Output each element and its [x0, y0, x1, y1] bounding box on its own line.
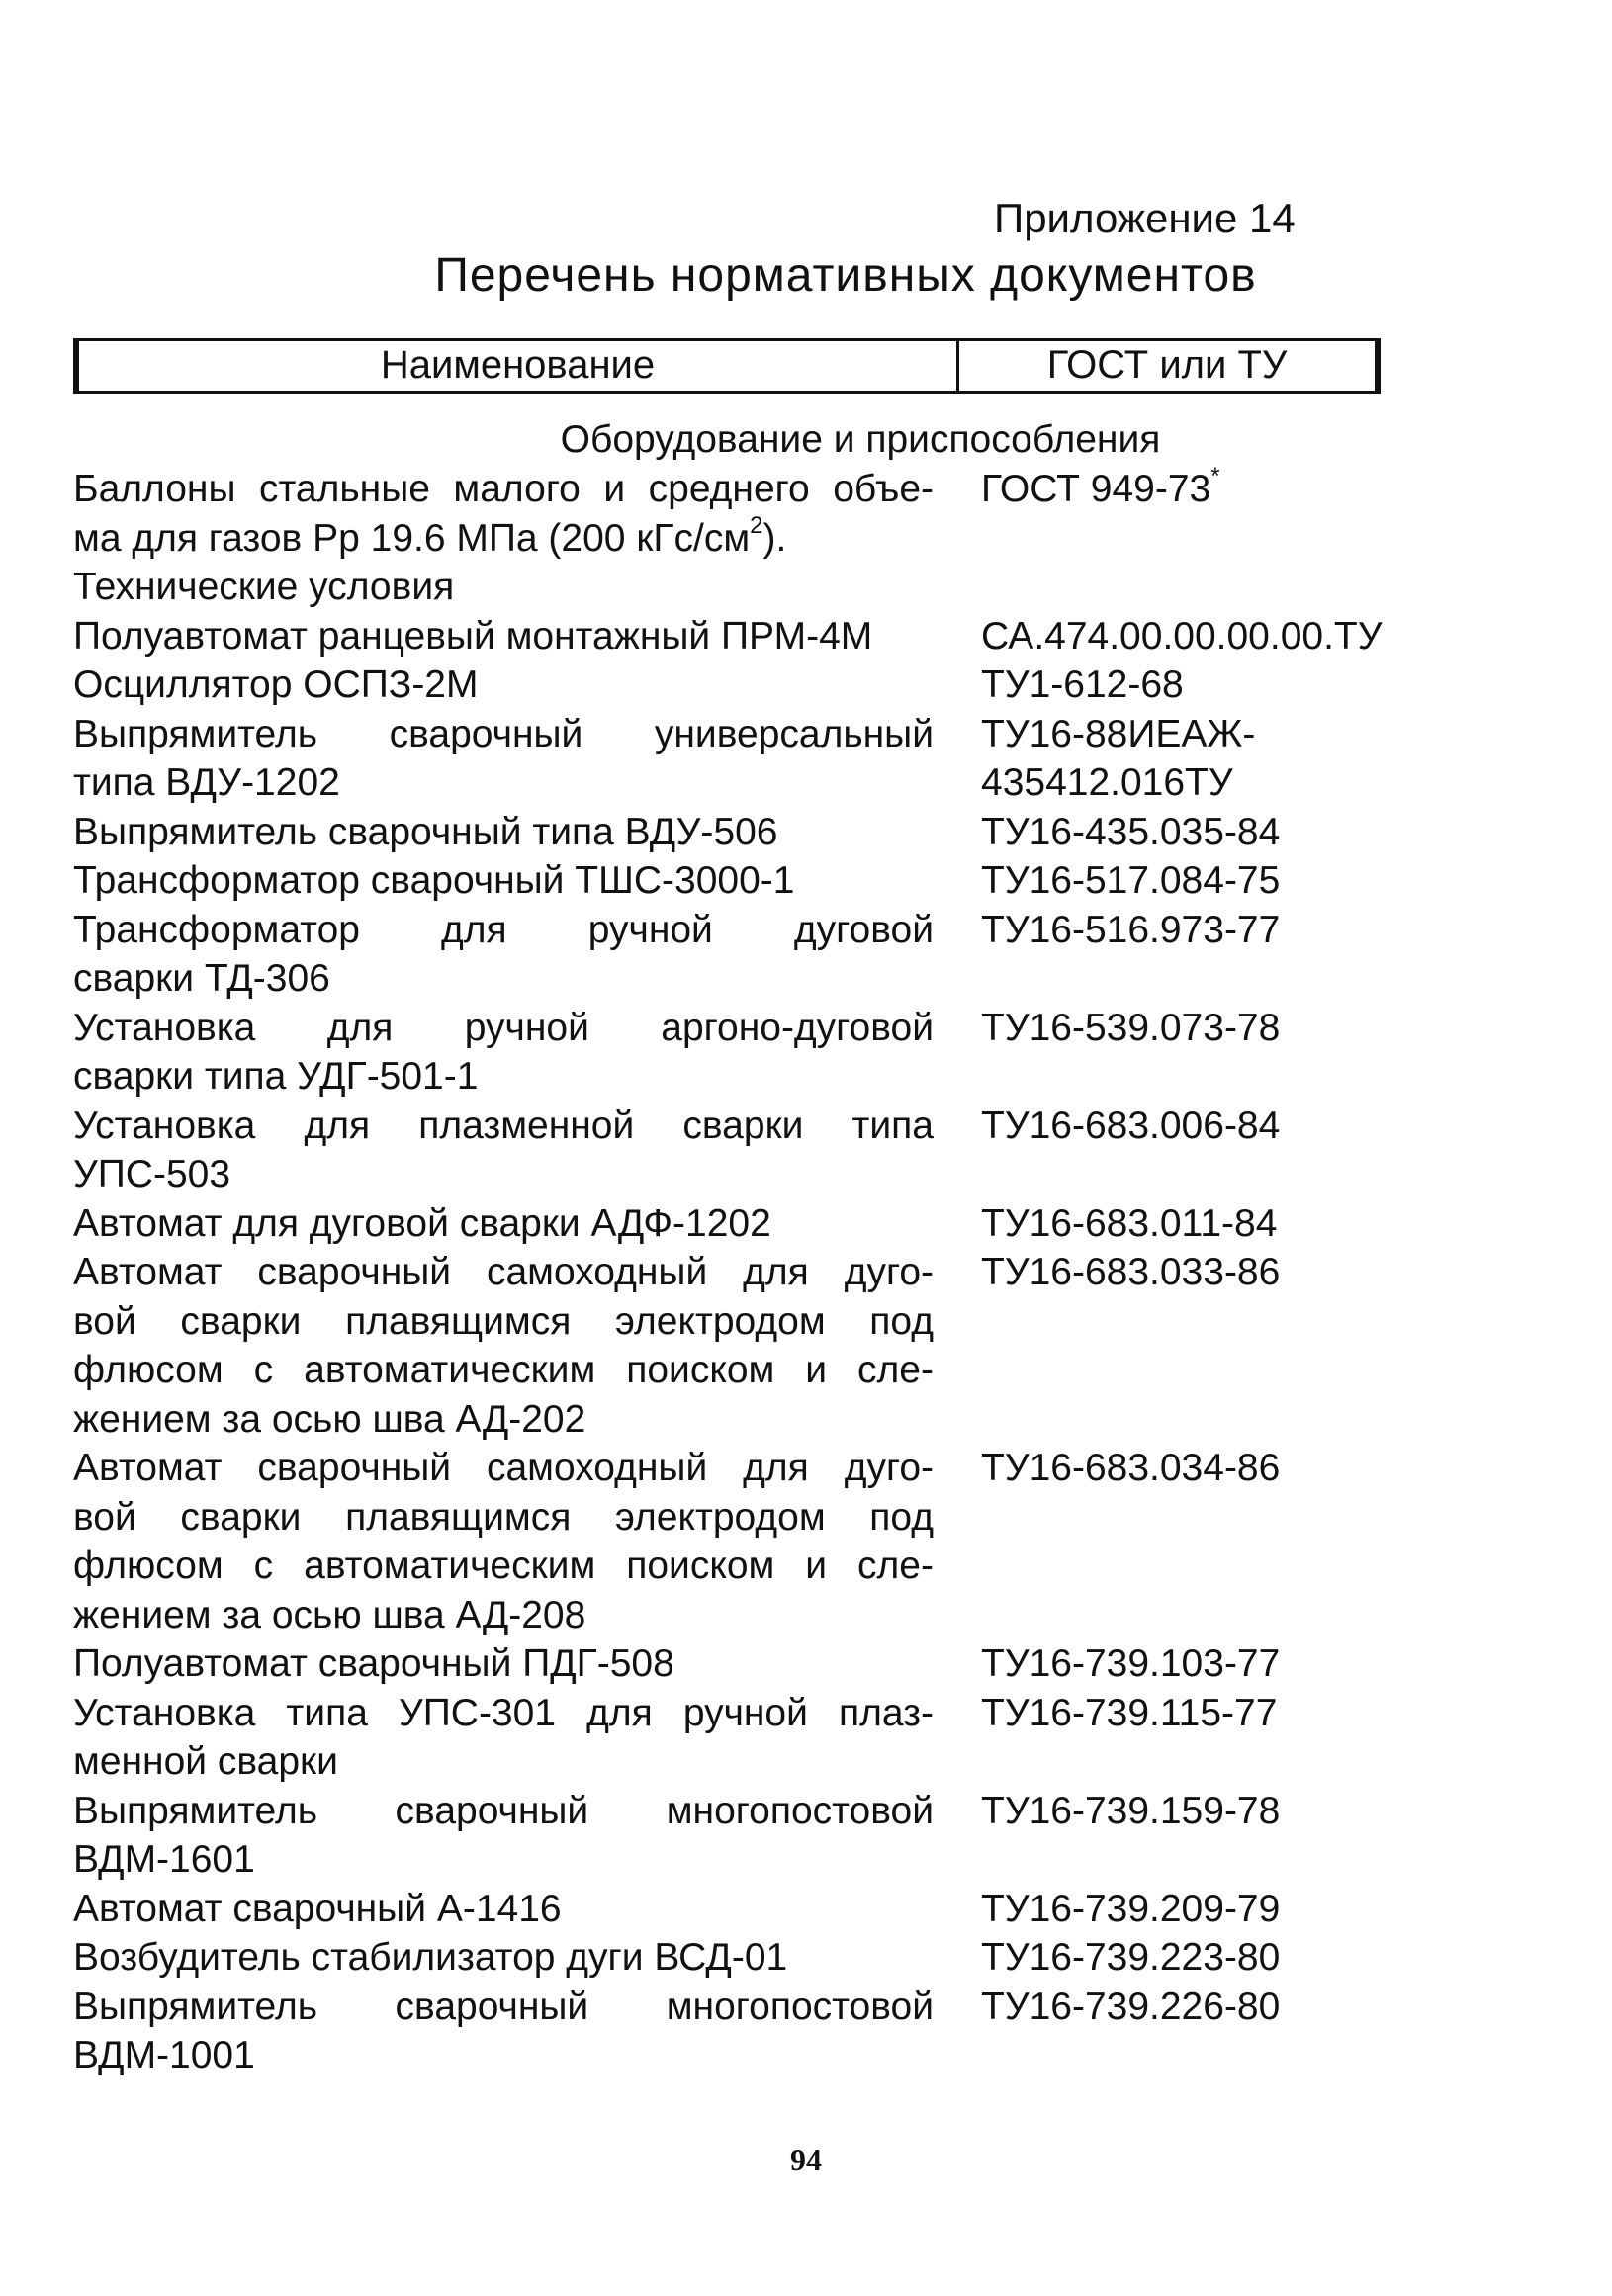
document-code-line: ТУ16-739.226-80	[981, 1985, 1281, 2028]
document-code	[981, 808, 1280, 857]
document-name	[73, 1639, 934, 1689]
superscript: *	[1210, 463, 1220, 489]
document-name-line: Трансформатор для ручной дуговой	[73, 908, 934, 951]
document-name	[73, 1444, 934, 1639]
document-name	[73, 1004, 934, 1102]
document-name-line: типа ВДУ-1202	[73, 761, 340, 804]
document-name	[73, 1689, 934, 1787]
document-code	[981, 1199, 1277, 1249]
document-name-line: флюсом с автоматическим поиском и сле-	[73, 1545, 934, 1587]
table-row	[73, 661, 1388, 710]
column-header-name: Наименование	[79, 341, 959, 391]
document-code	[981, 1444, 1280, 1639]
appendix-label: Приложение 14	[994, 195, 1296, 241]
document-code-line: ТУ16-683.033-86	[981, 1251, 1281, 1293]
table-row	[73, 808, 1388, 857]
document-name-line: менной сварки	[73, 1740, 338, 1783]
document-code-line: ТУ1-612-68	[981, 663, 1184, 706]
document-code	[981, 1885, 1280, 1934]
document-code	[981, 465, 1220, 612]
document-name-line: сварки типа УДГ-501-1	[73, 1055, 479, 1098]
document-code	[981, 612, 1383, 662]
document-name-line: Трансформатор сварочный ТШС-3000-1	[73, 859, 795, 902]
document-code-line: ТУ16-517.084-75	[981, 859, 1281, 902]
table-row	[73, 612, 1388, 662]
document-name	[73, 856, 934, 906]
page-number: 94	[790, 2142, 822, 2177]
document-code-line: ТУ16-539.073-78	[981, 1006, 1281, 1049]
table-row	[73, 465, 1388, 612]
document-code	[981, 1639, 1280, 1689]
table-row	[73, 1983, 1388, 2080]
document-name-line: жением за осью шва АД-202	[73, 1397, 586, 1441]
document-name-line: Осциллятор ОСПЗ-2М	[73, 663, 479, 706]
table-row	[73, 1885, 1388, 1934]
superscript: 2	[750, 511, 763, 539]
document-code-line: ТУ16-739.159-78	[981, 1789, 1281, 1832]
document-code-line: ТУ16-739.103-77	[981, 1642, 1281, 1685]
document-code-line: СА.474.00.00.00.00.ТУ	[981, 614, 1383, 658]
document-code-line: ТУ16-88ИЕАЖ-	[981, 712, 1256, 755]
table-header	[73, 338, 1381, 394]
document-name-line: Автомат сварочный самоходный для дуго-	[73, 1251, 934, 1293]
document-name-line: ВДМ-1601	[73, 1838, 255, 1881]
document-name	[73, 1983, 934, 2080]
document-name-line: ВДМ-1001	[73, 2034, 255, 2076]
document-code-line: ТУ16-435.035-84	[981, 810, 1281, 853]
document-name-line: флюсом с автоматическим поиском и сле-	[73, 1349, 934, 1391]
document-code-line: ТУ16-516.973-77	[981, 908, 1281, 951]
document-code	[981, 856, 1280, 906]
document-name	[73, 661, 934, 710]
document-code-line: ГОСТ 949-73*	[981, 463, 1220, 510]
document-code	[981, 1102, 1280, 1199]
document-code-line: ТУ16-739.223-80	[981, 1936, 1281, 1979]
document-code	[981, 1004, 1280, 1102]
document-name-line: ма для газов Рр 19.6 МПа (200 кГс/$см^2$).	[73, 511, 787, 560]
document-name	[73, 465, 934, 612]
table-row	[73, 1444, 1388, 1639]
document-code	[981, 1787, 1280, 1885]
document-code-line: ТУ16-683.006-84	[981, 1104, 1281, 1147]
table-row	[73, 906, 1388, 1004]
document-name-line: жением за осью шва АД-208	[73, 1593, 586, 1636]
document-code	[981, 1983, 1280, 2080]
document-code-line: 435412.016ТУ	[981, 761, 1233, 804]
document-name	[73, 906, 934, 1004]
document-name-line: вой сварки плавящимся электродом под	[73, 1495, 934, 1539]
section-heading: Оборудование и приспособления	[560, 418, 1161, 461]
document-name-line: Автомат сварочный самоходный для дуго-	[73, 1447, 934, 1489]
document-name-line: Установка для ручной аргоно-дуговой	[73, 1006, 934, 1049]
document-code	[981, 710, 1255, 808]
document-name	[73, 1885, 934, 1934]
document-code	[981, 1933, 1280, 1983]
document-code	[981, 1689, 1277, 1787]
table-row	[73, 1787, 1388, 1885]
document-name-line: вой сварки плавящимся электродом под	[73, 1299, 934, 1343]
document-name-line: Полуавтомат ранцевый монтажный ПРМ-4М	[73, 614, 873, 658]
table-row	[73, 856, 1388, 906]
document-code-line: ТУ16-739.115-77	[981, 1691, 1278, 1734]
document-name	[73, 1248, 934, 1444]
document-name-line: Полуавтомат сварочный ПДГ-508	[73, 1642, 674, 1685]
document-name-tail: ).	[762, 516, 787, 560]
table-row	[73, 710, 1388, 808]
document-name-line: Выпрямитель сварочный многопостовой	[73, 1985, 934, 2028]
document-name	[73, 612, 934, 662]
document-name-line: Возбудитель стабилизатор дуги ВСД-01	[73, 1936, 788, 1979]
document-name-line: Технические условия	[73, 566, 455, 608]
document-name	[73, 710, 934, 808]
document-name-line: Установка для плазменной сварки типа	[73, 1104, 934, 1147]
document-name	[73, 808, 934, 857]
document-name-line: УПС-503	[73, 1153, 231, 1195]
document-title: Перечень нормативных документов	[434, 249, 1257, 302]
table-row	[73, 1639, 1388, 1689]
table-row	[73, 1689, 1388, 1787]
document-name-line: Выпрямитель сварочный типа ВДУ-506	[73, 810, 778, 853]
document-code	[981, 906, 1280, 1004]
document-code-line: ТУ16-683.034-86	[981, 1447, 1281, 1489]
documents-list	[73, 465, 1388, 2080]
table-row	[73, 1248, 1388, 1444]
table-row	[73, 1004, 1388, 1102]
document-code-line: ТУ16-739.209-79	[981, 1887, 1281, 1930]
document-name	[73, 1199, 934, 1249]
document-name-line: Автомат для дуговой сварки АДФ-1202	[73, 1201, 771, 1245]
document-name-line: Автомат сварочный А-1416	[73, 1887, 562, 1930]
document-code	[981, 1248, 1280, 1444]
document-name	[73, 1102, 934, 1199]
document-name-line: Установка типа УПС-301 для ручной плаз-	[73, 1691, 934, 1734]
table-row	[73, 1933, 1388, 1983]
document-name	[73, 1933, 934, 1983]
document-name-line: Баллоны стальные малого и среднего объе-	[73, 468, 934, 510]
document-name-line: сварки ТД-306	[73, 957, 330, 1000]
document-name-line: Выпрямитель сварочный многопостовой	[73, 1789, 934, 1832]
table-row	[73, 1199, 1388, 1249]
document-code-line: ТУ16-683.011-84	[981, 1201, 1278, 1245]
document-code	[981, 661, 1184, 710]
document-name	[73, 1787, 934, 1885]
column-header-gost: ГОСТ или ТУ	[1046, 343, 1288, 387]
document-name-line: Выпрямитель сварочный универсальный	[73, 712, 934, 755]
table-row	[73, 1102, 1388, 1199]
